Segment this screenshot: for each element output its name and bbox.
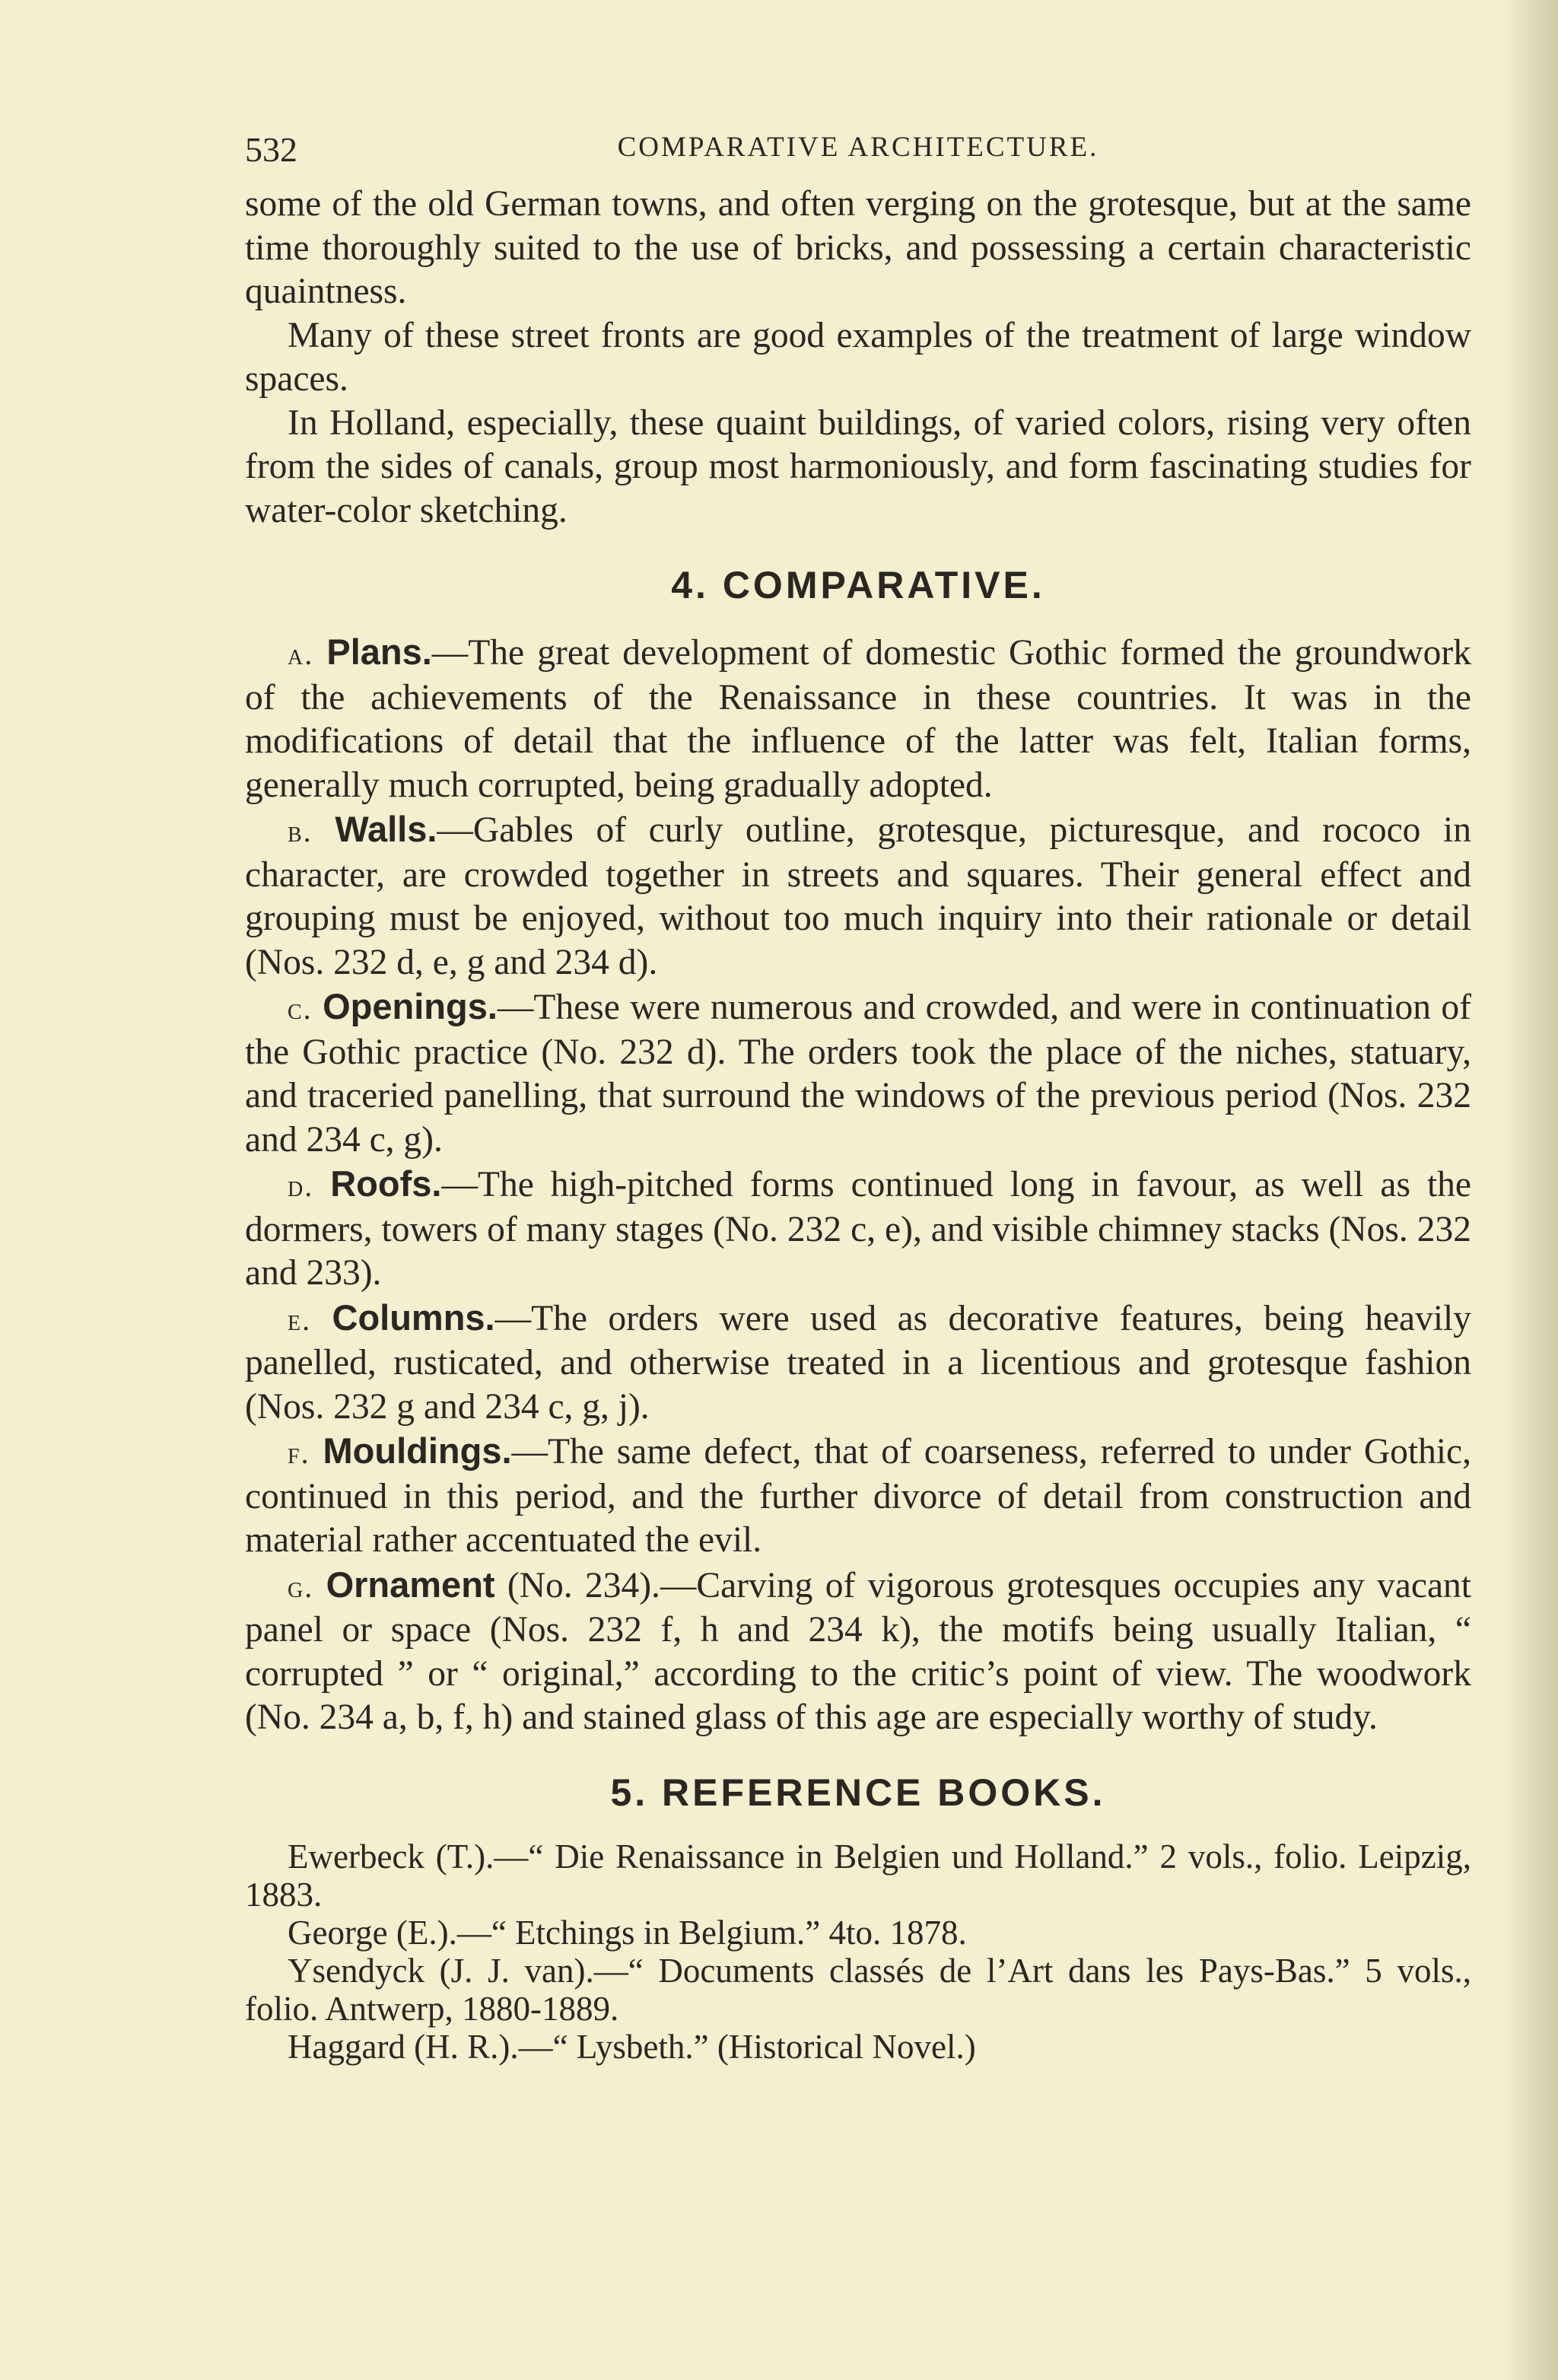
paragraph: In Holland, especially, these quaint buildings, of varied colors, rising very often from the sides of canals, group most harmoniously, and form fascinating studies for water-color sketching.	[245, 402, 1471, 530]
intro-text	[245, 183, 1471, 533]
item-text: —The high-pitched forms continued long in favour, as well as the dormers, towers of many stages (No. 232 c, e), and visible chimney stacks (Nos. 232 and 233).	[245, 1165, 1471, 1293]
paragraph: Many of these street fronts are good examples of the treatment of large window spaces.	[245, 315, 1471, 399]
comparative-item-roofs	[245, 1162, 1471, 1296]
item-letter: e.	[288, 1302, 312, 1337]
reference-books-list	[245, 1838, 1471, 2066]
page-number: 532	[245, 130, 297, 169]
item-title: Roofs.	[330, 1163, 442, 1204]
item-text: —Gables of curly outline, grotesque, picturesque, and rococo in character, are crowded together in streets and squares. Their general effect and grouping must be enjoyed, without too much inquiry into their rationale or detail (Nos. 232 d, e, g and 234 d).	[245, 810, 1471, 982]
item-letter: d.	[288, 1169, 314, 1203]
item-title: Openings.	[323, 986, 498, 1026]
reference-book-entry: Ysendyck (J. J. van).—“ Documents classés de l’Art dans les Pays-Bas.” 5 vols., folio. Antwerp, 1880-1889.	[245, 1951, 1471, 2028]
item-text: —The great development of domestic Gothic formed the groundwork of the achievements of the Renaissance in these countries. It was in the modifications of detail that the influence of the latter was felt, Italian forms, generally much corrupted, being gradually adopted.	[245, 633, 1471, 805]
item-letter: g.	[288, 1569, 314, 1604]
item-title: Columns.	[332, 1297, 495, 1338]
comparative-item-ornament	[245, 1563, 1471, 1740]
item-text: —These were numerous and crowded, and were in continuation of the Gothic practice (No. 232 d). The orders took the place of the niches, statuary, and traceried panelling, that surround the windows of the previous period (Nos. 232 and 234 c, g).	[245, 988, 1471, 1160]
reference-book-entry: Haggard (H. R.).—“ Lysbeth.” (Historical Novel.)	[288, 2027, 976, 2066]
reference-book-entry: George (E.).—“ Etchings in Belgium.” 4to. 1878.	[288, 1913, 967, 1952]
item-title: Ornament	[326, 1564, 495, 1605]
book-page	[245, 114, 1471, 2066]
comparative-item-walls	[245, 807, 1471, 985]
comparative-item-mouldings	[245, 1429, 1471, 1563]
item-text: —The same defect, that of coarseness, referred to under Gothic, continued in this period, and the further divorce of detail from construction and material rather accentuated the evil.	[245, 1432, 1471, 1560]
item-title: Plans.	[326, 632, 432, 672]
comparative-item-openings	[245, 985, 1471, 1162]
item-title: Walls.	[335, 809, 437, 849]
running-title: COMPARATIVE ARCHITECTURE.	[617, 132, 1099, 163]
item-letter: f.	[288, 1436, 310, 1470]
item-letter: b.	[288, 814, 313, 848]
paragraph: some of the old German towns, and often verging on the grotesque, but at the same time thoroughly suited to the use of bricks, and possessing a certain characteristic quaintness.	[245, 184, 1471, 311]
item-text: —The orders were used as decorative features, being heavily panelled, rusticated, and otherwise treated in a licentious and grotesque fashion (Nos. 232 g and 234 c, g, j).	[245, 1298, 1472, 1427]
section-heading-reference-books: 5. REFERENCE BOOKS.	[610, 1771, 1106, 1814]
item-letter: a.	[288, 637, 314, 671]
page-edge-shadow	[1505, 0, 1558, 2380]
comparative-item-columns	[245, 1296, 1471, 1430]
comparative-section	[245, 630, 1471, 1740]
reference-book-entry: Ewerbeck (T.).—“ Die Renaissance in Belgien und Holland.” 2 vols., folio. Leipzig, 1883.	[245, 1837, 1471, 1914]
item-letter: c.	[288, 991, 313, 1026]
section-heading-comparative: 4. COMPARATIVE.	[671, 564, 1045, 606]
page-header	[245, 114, 1471, 183]
item-title: Mouldings.	[323, 1430, 512, 1471]
item-text: (No. 234).—Carving of vigorous grotesques occupies any vacant panel or space (Nos. 232 f, h and 234 k), the motifs being usually Italian, “ corrupted ” or “ original,” according to the critic’s point of view. The woodwork (No. 234 a, b, f, h) and stained glass of this age are especially worthy of study.	[245, 1565, 1471, 1737]
comparative-item-plans	[245, 630, 1471, 807]
